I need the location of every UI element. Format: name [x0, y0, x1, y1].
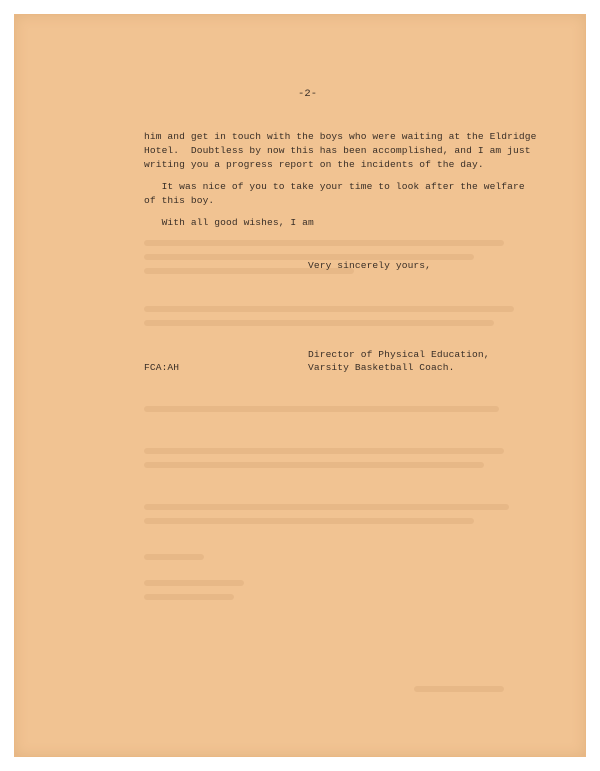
bleed-through-text: [144, 240, 504, 246]
paragraph-line: of this boy.: [144, 195, 215, 206]
page-number: -2-: [298, 88, 318, 100]
paragraph-line: Hotel. Doubtless by now this has been accomplished, and I am just: [144, 145, 531, 156]
signature-title-line: Director of Physical Education,: [308, 349, 490, 360]
bleed-through-text: [144, 594, 234, 600]
bleed-through-text: [144, 518, 474, 524]
paragraph-line: writing you a progress report on the incidents of the day.: [144, 159, 484, 170]
paragraph-line: With all good wishes, I am: [144, 217, 314, 228]
bleed-through-text: [144, 448, 504, 454]
bleed-through-text: [144, 580, 244, 586]
bleed-through-text: [414, 686, 504, 692]
paragraph-line: It was nice of you to take your time to look after the welfare: [144, 181, 525, 192]
bleed-through-text: [144, 554, 204, 560]
bleed-through-text: [144, 306, 514, 312]
signature-title-line: Varsity Basketball Coach.: [308, 362, 455, 373]
complimentary-close: Very sincerely yours,: [308, 260, 432, 271]
bleed-through-text: [144, 406, 499, 412]
paragraph-line: him and get in touch with the boys who were waiting at the Eldridge: [144, 131, 537, 142]
bleed-through-text: [144, 320, 494, 326]
typist-initials: FCA:AH: [144, 362, 180, 373]
bleed-through-text: [144, 504, 509, 510]
letter-page: [14, 14, 586, 757]
bleed-through-text: [144, 462, 484, 468]
